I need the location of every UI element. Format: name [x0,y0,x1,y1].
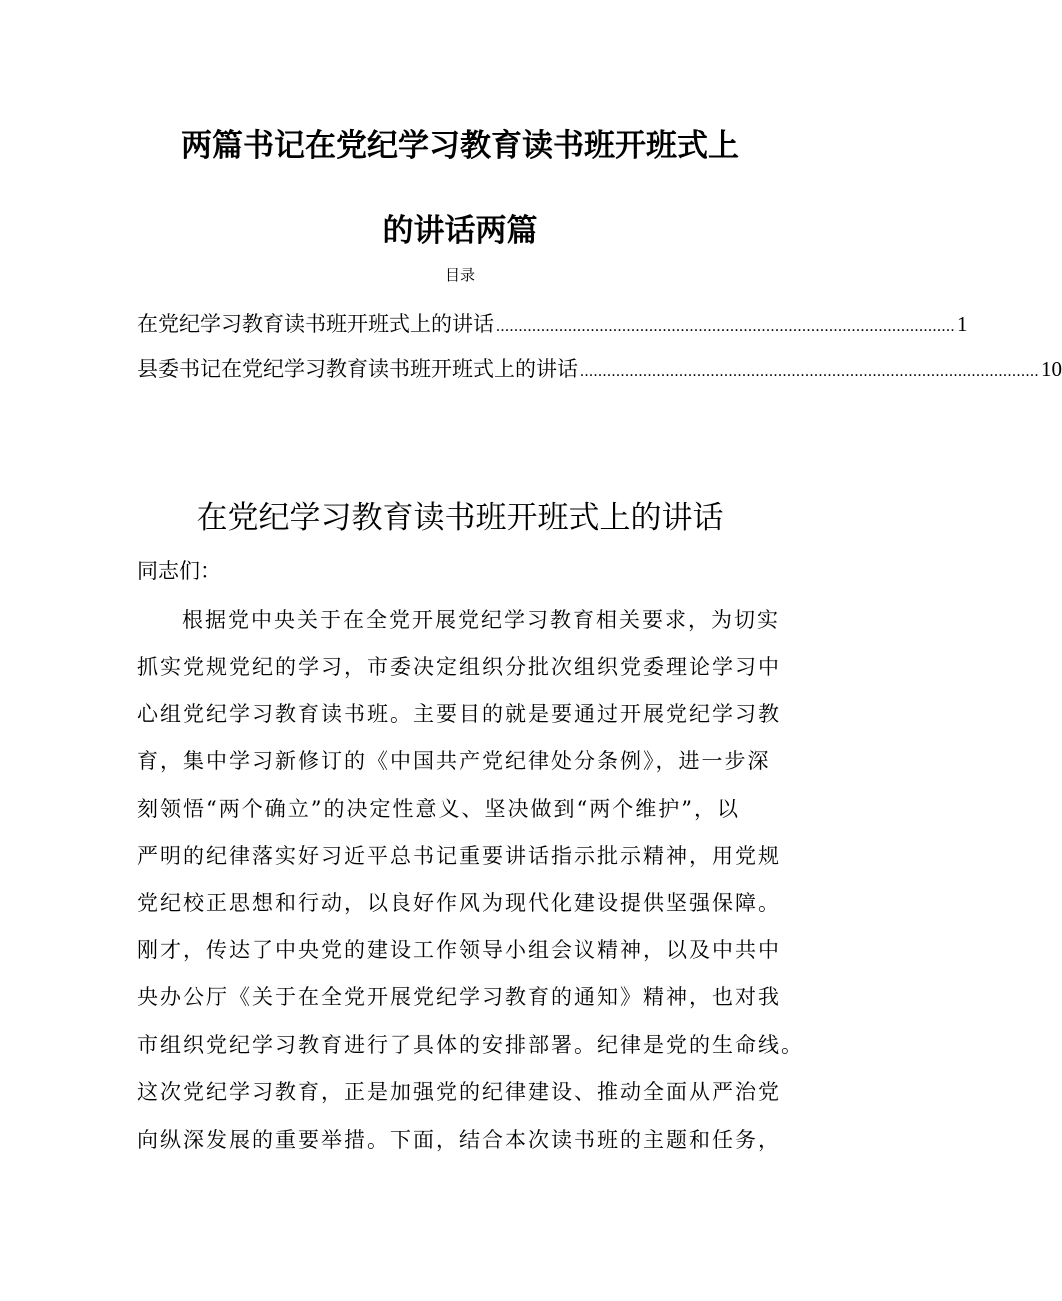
toc-entry-page: 10 [1041,357,1062,381]
body-text-line: 根据党中央关于在全党开展党纪学习教育相关要求，为切实 [182,608,780,632]
body-text-line: 严明的纪律落实好习近平总书记重要讲话指示批示精神，用党规 [137,844,781,868]
toc-entry-page: 1 [957,312,968,336]
toc-entry-title: 在党纪学习教育读书班开班式上的讲话 [137,312,494,336]
document-title-line-2: 的讲话两篇 [382,213,538,249]
body-text-line: 央办公厅《关于在全党开展党纪学习教育的通知》精神，也对我 [137,985,781,1009]
toc-entry-leader: ...................................................................................................... [496,318,955,335]
toc-entry[interactable] [137,308,968,338]
body-text-line: 育，集中学习新修订的《中国共产党纪律处分条例》，进一步深 [137,749,771,773]
body-text-line: 刚才，传达了中央党的建设工作领导小组会议精神，以及中共中 [137,938,781,962]
body-text-line: 这次党纪学习教育，正是加强党的纪律建设、推动全面从严治党 [137,1080,781,1104]
body-text-line: 刻领悟“两个确立”的决定性意义、坚决做到“两个维护”，以 [137,797,740,821]
toc-entry[interactable] [137,353,1062,383]
section-heading: 在党纪学习教育读书班开班式上的讲话 [196,500,724,536]
body-text-line: 市组织党纪学习教育进行了具体的安排部署。纪律是党的生命线。 [137,1033,804,1057]
salutation: 同志们： [137,559,221,583]
body-text-line: 心组党纪学习教育读书班。主要目的就是要通过开展党纪学习教 [137,702,781,726]
body-text-line: 向纵深发展的重要举措。下面，结合本次读书班的主题和任务， [137,1128,781,1152]
toc-heading: 目录 [444,266,475,284]
toc-entry-title: 县委书记在党纪学习教育读书班开班式上的讲话 [137,357,578,381]
document-title-line-1: 两篇书记在党纪学习教育读书班开班式上 [181,128,739,164]
toc-entry-leader: ...................................................................................................... [580,363,1039,380]
body-text-line: 抓实党规党纪的学习，市委决定组织分批次组织党委理论学习中 [137,655,781,679]
body-text-line: 党纪校正思想和行动，以良好作风为现代化建设提供坚强保障。 [137,891,781,915]
